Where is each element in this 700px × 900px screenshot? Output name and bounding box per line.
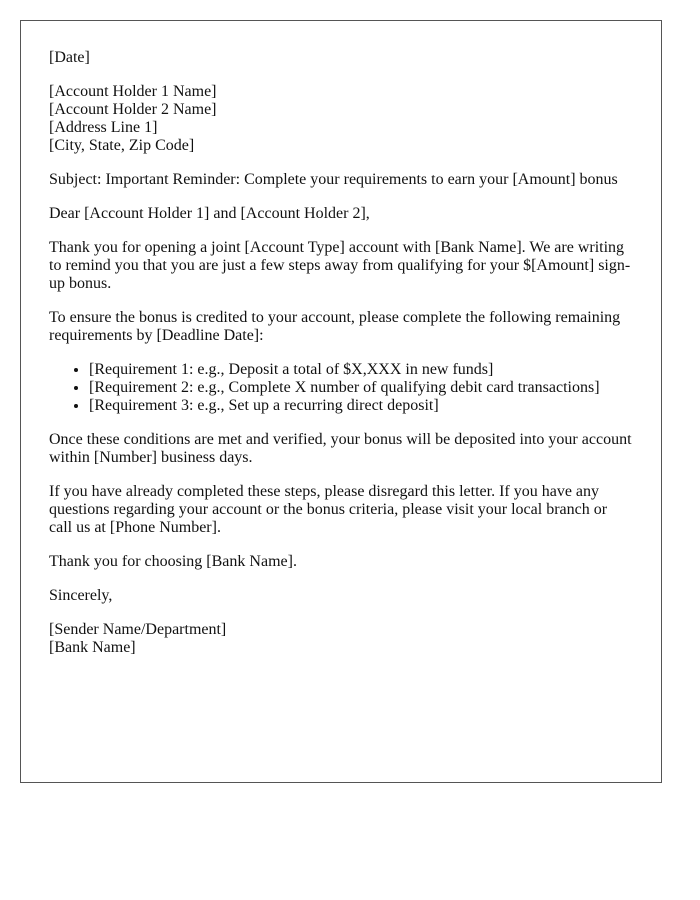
requirements-intro: To ensure the bonus is credited to your account, please complete the following remaining requirements by [Deadline Date]:	[49, 309, 621, 344]
recipient-line: [Address Line 1]	[49, 119, 158, 136]
recipient-address	[49, 83, 633, 155]
requirement-item: • [Requirement 1: e.g., Deposit a total of $X,XXX in new funds]	[89, 361, 633, 379]
letter-page	[20, 20, 662, 783]
thanks-paragraph: Thank you for choosing [Bank Name].	[49, 553, 297, 570]
signature-block	[49, 621, 633, 657]
recipient-line: [Account Holder 1 Name]	[49, 83, 217, 100]
requirement-item: • [Requirement 2: e.g., Complete X number of qualifying debit card transactions]	[89, 379, 633, 397]
disregard-paragraph: If you have already completed these steps, please disregard this letter. If you have any questions regarding your account or the bonus criteria, please visit your local branch or call us at [Phone Number].	[49, 483, 608, 536]
intro-paragraph: Thank you for opening a joint [Account Type] account with [Bank Name]. We are writing to remind you that you are just a few steps away from qualifying for your $[Amount] sign-up bonus.	[49, 239, 631, 292]
date: [Date]	[49, 49, 90, 66]
closing: Sincerely,	[49, 587, 113, 604]
requirements-list	[49, 361, 633, 415]
signature-line: [Bank Name]	[49, 639, 136, 656]
salutation: Dear [Account Holder 1] and [Account Holder 2],	[49, 205, 370, 222]
recipient-line: [City, State, Zip Code]	[49, 137, 195, 154]
recipient-line: [Account Holder 2 Name]	[49, 101, 217, 118]
signature-line: [Sender Name/Department]	[49, 621, 227, 638]
requirement-item: • [Requirement 3: e.g., Set up a recurring direct deposit]	[89, 397, 633, 415]
subject-line: Subject: Important Reminder: Complete your requirements to earn your [Amount] bonus	[49, 171, 618, 188]
deposit-paragraph: Once these conditions are met and verified, your bonus will be deposited into your account within [Number] business days.	[49, 431, 632, 466]
